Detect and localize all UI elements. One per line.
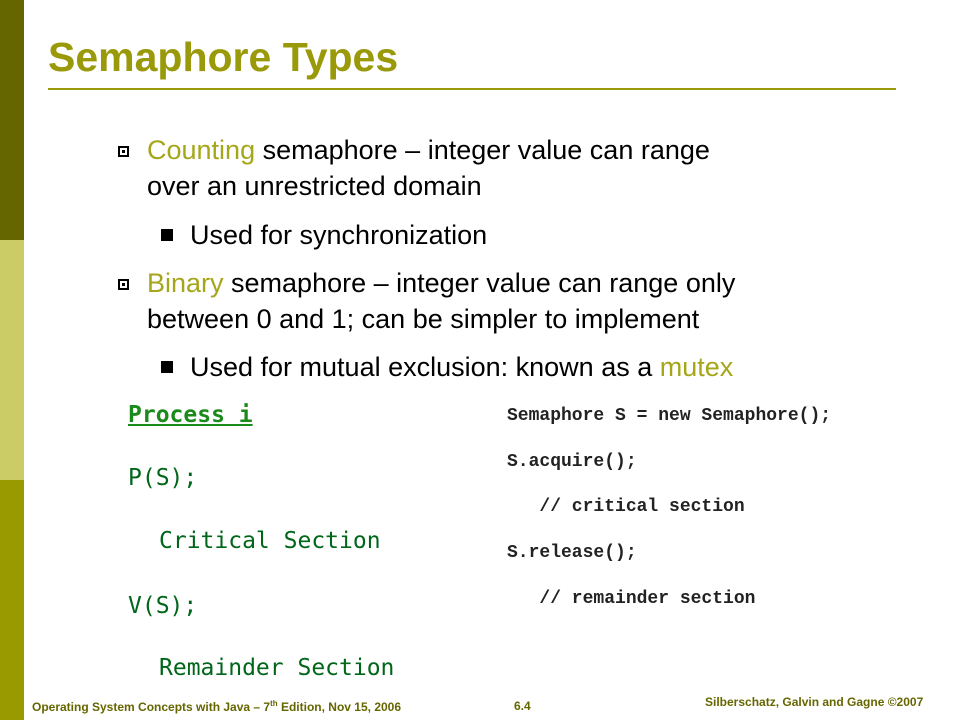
bullet-highlight: Binary: [147, 268, 224, 298]
footer-book-text: Operating System Concepts with Java – 7: [32, 700, 271, 714]
sub-bullet-mutual-exclusion: [190, 349, 733, 385]
bullet-text: semaphore – integer value can range only: [223, 268, 736, 298]
process-heading: Process i: [128, 402, 253, 428]
sidebar-block-middle: [0, 240, 24, 480]
sidebar-block-top: [0, 0, 24, 240]
mutex-highlight: mutex: [659, 352, 734, 382]
sub-bullet-square-icon: [161, 229, 173, 241]
footer-superscript: th: [270, 699, 278, 708]
bullet-counting-line1: [147, 132, 710, 168]
sub-bullet-square-icon: [161, 361, 173, 373]
title-underline: [48, 88, 896, 90]
left-sidebar: [0, 0, 24, 720]
sidebar-block-bottom: [0, 480, 24, 720]
footer-authors: Silberschatz, Galvin and Gagne ©2007: [705, 695, 924, 709]
footer-book-edition: Edition, Nov 15, 2006: [277, 700, 402, 714]
bullet-square-icon: [118, 279, 129, 290]
code-line-release: S.release();: [507, 543, 637, 563]
code-line-critical-comment: // critical section: [507, 497, 745, 517]
bullet-text: semaphore – integer value can range: [255, 135, 710, 165]
sub-bullet-synchronization: Used for synchronization: [190, 220, 488, 250]
code-line-new-semaphore: Semaphore S = new Semaphore();: [507, 406, 832, 426]
code-line-remainder-comment: // remainder section: [507, 589, 756, 609]
bullet-highlight: Counting: [147, 135, 256, 165]
process-remainder-section: Remainder Section: [159, 655, 395, 681]
page-number: 6.4: [514, 699, 531, 713]
slide-title: Semaphore Types: [48, 34, 399, 80]
process-v-call: V(S);: [128, 593, 198, 619]
sub-bullet-text: Used for mutual exclusion: known as a: [190, 352, 660, 382]
bullet-counting-line2: over an unrestricted domain: [147, 171, 482, 201]
process-critical-section: Critical Section: [159, 528, 381, 554]
bullet-binary-line1: [147, 265, 735, 301]
bullet-square-icon: [118, 146, 129, 157]
footer-book-title: [32, 699, 401, 714]
bullet-binary-line2: between 0 and 1; can be simpler to implement: [147, 304, 700, 334]
code-line-acquire: S.acquire();: [507, 452, 637, 472]
process-p-call: P(S);: [128, 465, 198, 491]
